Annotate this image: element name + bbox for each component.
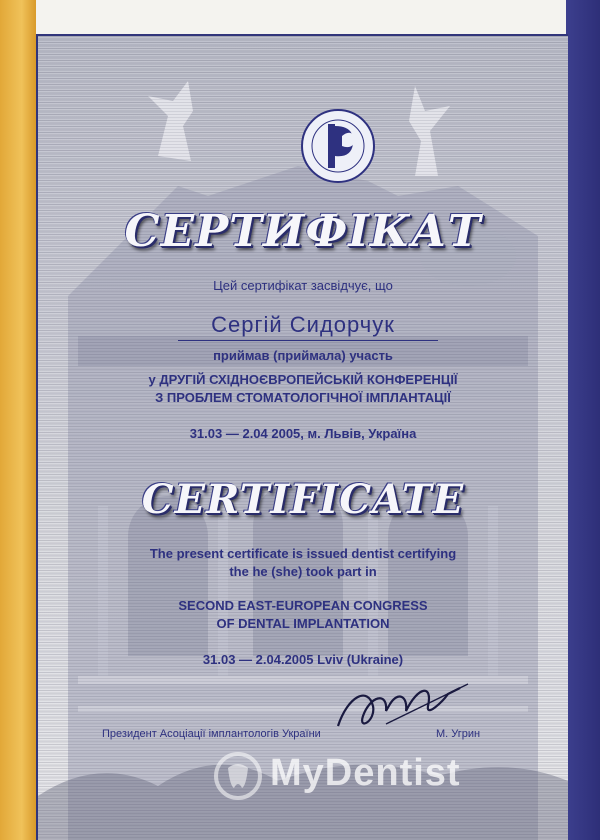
signatory-name: М. Угрин <box>436 728 481 740</box>
left-gold-band <box>0 0 36 840</box>
name-underline <box>178 340 438 341</box>
statement-en-line2: the he (she) took part in <box>229 564 377 579</box>
signature <box>328 676 478 736</box>
conference-en-line2: OF DENTAL IMPLANTATION <box>216 616 390 631</box>
association-seal-icon <box>298 106 378 186</box>
certificate-title-en: CERTIFICATE <box>141 476 465 523</box>
conference-en-line1: SECOND EAST-EUROPEAN CONGRESS <box>178 598 428 613</box>
statement-en-line1: The present certificate is issued dentist certifying <box>149 546 457 561</box>
attest-line: Цей сертифікат засвідчує, що <box>213 278 393 293</box>
right-blue-band <box>566 0 600 840</box>
top-margin <box>36 0 566 34</box>
recipient-name: Сергій Сидорчук <box>211 312 395 337</box>
date-place-en: 31.03 — 2.04.2005 Lviv (Ukraine) <box>202 652 404 667</box>
signatory-title: Президент Асоціації імплантологів України <box>102 728 321 740</box>
watermark-text: MyDentist <box>270 752 461 794</box>
conference-ua-line2: З ПРОБЛЕМ СТОМАТОЛОГІЧНОЇ ІМПЛАНТАЦІЇ <box>155 390 451 405</box>
certificate-title-ua: СЕРТИФІКАТ <box>124 206 482 257</box>
certificate-panel <box>36 34 568 840</box>
conference-ua-line1: у ДРУГІЙ СХІДНОЄВРОПЕЙСЬКІЙ КОНФЕРЕНЦІЇ <box>148 372 458 387</box>
participation-line: приймав (приймала) участь <box>213 348 393 363</box>
date-place-ua: 31.03 — 2.04 2005, м. Львів, Україна <box>189 426 417 441</box>
